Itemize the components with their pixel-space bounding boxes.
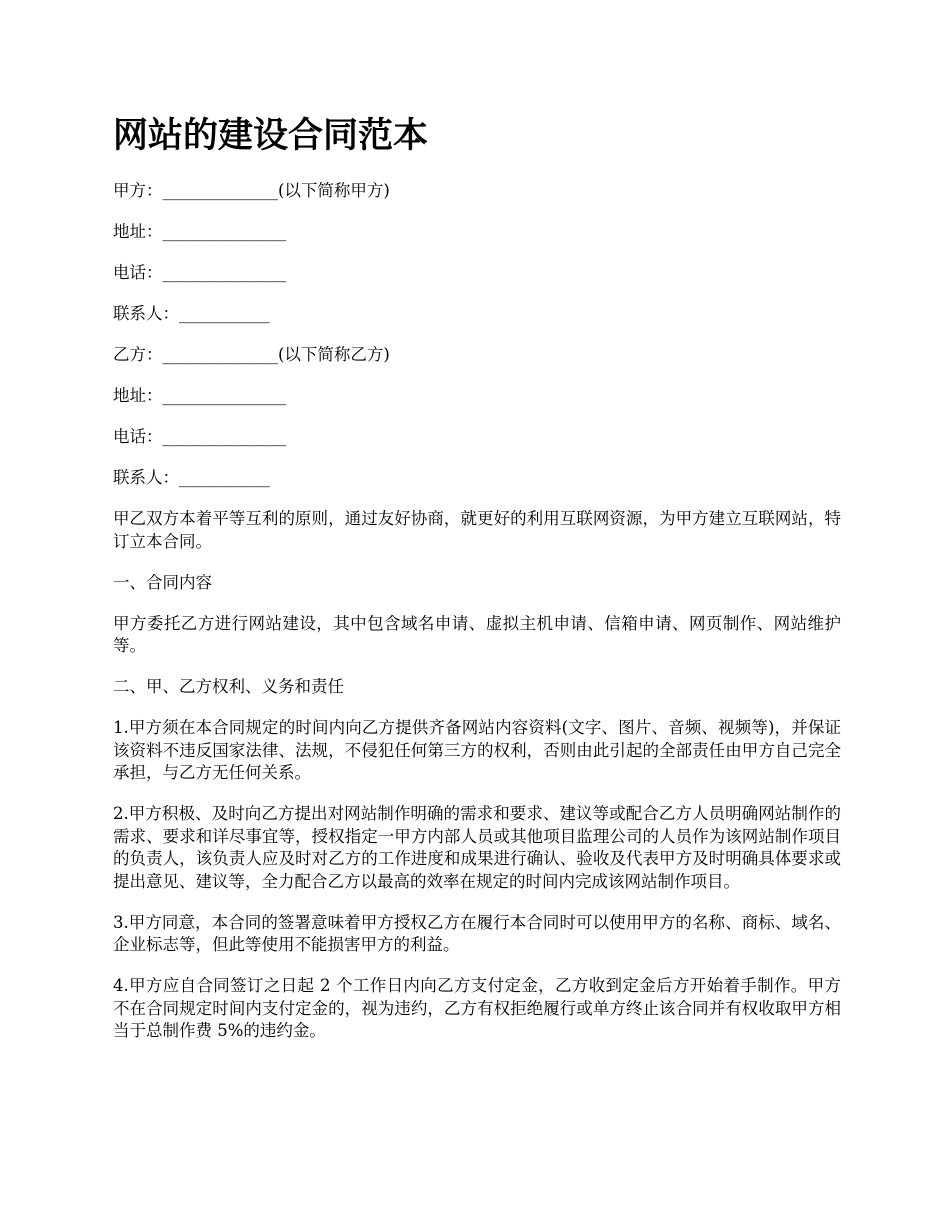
party-a-phone-line: 电话：_______________ xyxy=(113,263,287,282)
party-b-contact-line: 联系人：___________ xyxy=(113,468,270,487)
party-b-address-line: 地址：_______________ xyxy=(113,386,287,405)
section-1-heading: 一、合同内容 xyxy=(113,572,212,592)
party-a-name-line: 甲方：______________(以下简称甲方) xyxy=(113,181,390,200)
section-2-heading: 二、甲、乙方权利、义务和责任 xyxy=(113,677,344,696)
clause-3: 3.甲方同意，本合同的签署意味着甲方授权乙方在履行本合同时可以使用甲方的名称、商标、域名、企业标志等，但此等使用不能损害甲方的利益。 xyxy=(113,912,841,954)
section-1-body: 甲方委托乙方进行网站建设，其中包含域名申请、虚拟主机申请、信箱申请、网页制作、网站维护等。 xyxy=(113,613,841,655)
clause-4: 4.甲方应自合同签订之日起 2 个工作日内向乙方支付定金，乙方收到定金后方开始着手制作。甲方不在合同规定时间内支付定金的，视为违约，乙方有权拒绝履行或单方终止该合同并有权收取甲方相当于总制作费 5%的违约金。 xyxy=(113,976,841,1040)
intro-paragraph: 甲乙双方本着平等互利的原则，通过友好协商，就更好的利用互联网资源，为甲方建立互联网站，特订立本合同。 xyxy=(113,509,841,551)
party-b-name-line: 乙方：______________(以下简称乙方) xyxy=(113,345,390,364)
party-a-address-line: 地址：_______________ xyxy=(113,222,287,241)
party-b-phone-line: 电话：_______________ xyxy=(113,427,287,446)
party-a-contact-line: 联系人：___________ xyxy=(113,304,270,323)
document-title: 网站的建设合同范本 xyxy=(113,116,429,156)
clause-1: 1.甲方须在本合同规定的时间内向乙方提供齐备网站内容资料(文字、图片、音频、视频等)，并保证该资料不违反国家法律、法规，不侵犯任何第三方的权利，否则由此引起的全部责任由甲方自己完全承担，与乙方无任何关系。 xyxy=(113,718,841,782)
clause-2: 2.甲方积极、及时向乙方提出对网站制作明确的需求和要求、建议等或配合乙方人员明确网站制作的需求、要求和详尽事宜等，授权指定一甲方内部人员或其他项目监理公司的人员作为该网站制作项目的负责人，该负责人应及时对乙方的工作进度和成果进行确认、验收及代表甲方及时明确具体要求或提出意见、建议等，全力配合乙方以最高的效率在规定的时间内完成该网站制作项目。 xyxy=(113,804,841,891)
contract-page xyxy=(113,112,841,1061)
